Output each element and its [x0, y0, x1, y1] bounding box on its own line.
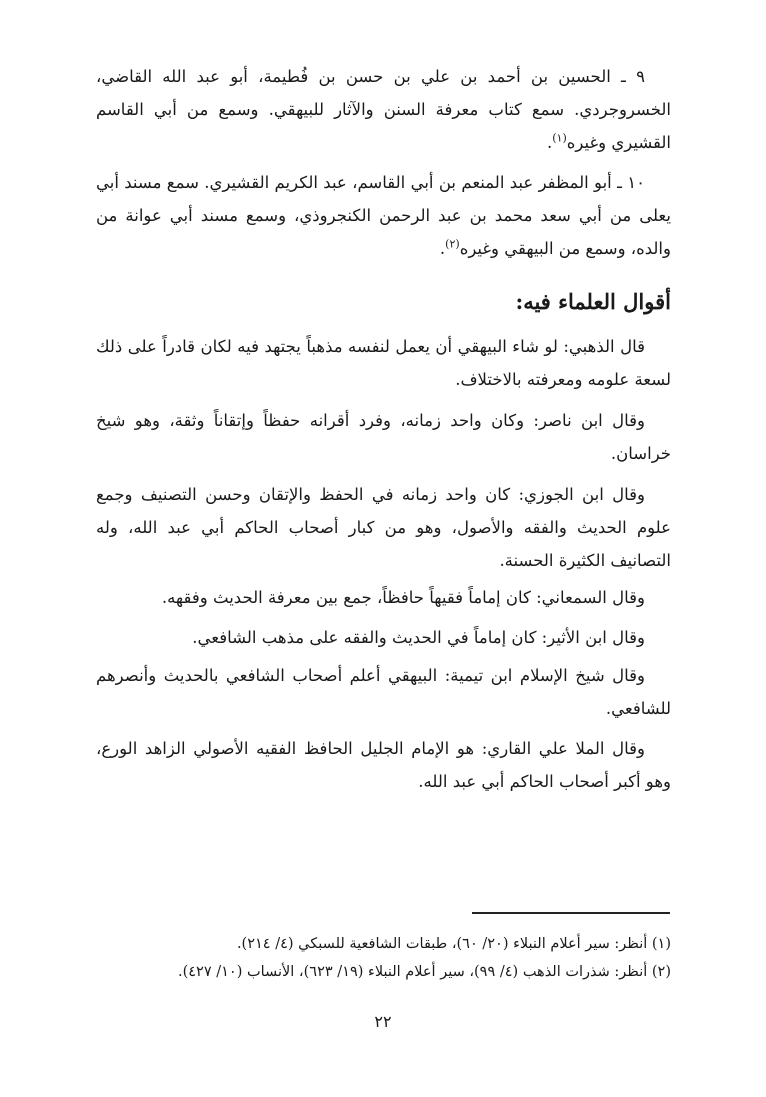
- footnote-separator: [472, 912, 670, 914]
- entry-10: [96, 166, 671, 265]
- quote-dhahabi: قال الذهبي: لو شاء البيهقي أن يعمل لنفسه مذهباً يجتهد فيه لكان قادراً على ذلك لسعة علومه ومعرفته بالاختلاف.: [96, 337, 671, 389]
- quote-ibn-al-athir: وقال ابن الأثير: كان إماماً في الحديث والفقه على مذهب الشافعي.: [192, 628, 645, 647]
- quote-mulla-ali-qari: وقال الملا علي القاري: هو الإمام الجليل الحافظ الفقيه الأصولي الزاهد الورع، وهو أكبر أصحاب الحاكم أبي عبد الله.: [96, 739, 671, 791]
- quote-ibn-al-jawzi: وقال ابن الجوزي: كان واحد زمانه في الحفظ والإتقان وحسن التصنيف وجمع علوم الحديث والفقه والأصول، وهو من كبار أصحاب الحاكم أبي عبد الله، وله التصانيف الكثيرة الحسنة.: [96, 485, 671, 570]
- entry-9: [96, 60, 671, 159]
- footnote-1: (١) أنظر: سير أعلام النبلاء (٢٠/ ٦٠)، طبقات الشافعية للسبكي (٤/ ٢١٤).: [236, 936, 671, 952]
- footnote-ref-1[interactable]: (١): [552, 131, 567, 145]
- quote-ibn-taymiyya: وقال شيخ الإسلام ابن تيمية: البيهقي أعلم أصحاب الشافعي بالحديث وأنصرهم للشافعي.: [96, 666, 671, 718]
- quote-ibn-nasir: وقال ابن ناصر: وكان واحد زمانه، وفرد أقرانه حفظاً وإتقاناً وثقة، وهو شيخ خراسان.: [96, 411, 671, 463]
- page-number: ٢٢: [374, 1012, 392, 1031]
- entry-10-text: ١٠ ـ أبو المظفر عبد المنعم بن أبي القاسم، عبد الكريم القشيري. سمع مسند أبي يعلى من أبي سعد محمد بن عبد الرحمن الكنجروذي، وسمع مسند أبي عوانة من والده، وسمع من البيهقي وغيره: [96, 173, 671, 258]
- quote-samani: وقال السمعاني: كان إماماً فقيهاً حافظاً، جمع بين معرفة الحديث وفقهه.: [161, 588, 645, 607]
- footnote-2: (٢) أنظر: شذرات الذهب (٤/ ٩٩)، سير أعلام النبلاء (١٩/ ٦٢٣)، الأنساب (١٠/ ٤٢٧).: [177, 964, 671, 980]
- footnote-ref-2[interactable]: (٢): [445, 237, 460, 251]
- entry-9-text: ٩ ـ الحسين بن أحمد بن علي بن حسن بن فُطيمة، أبو عبد الله القاضي، الخسروجردي. سمع كتاب معرفة السنن والآثار للبيهقي. وسمع من أبي القاسم القشيري وغيره: [96, 67, 671, 152]
- section-heading: أقوال العلماء فيه:: [515, 289, 671, 314]
- entry-9-end: .: [546, 133, 553, 152]
- entry-10-end: .: [439, 239, 446, 258]
